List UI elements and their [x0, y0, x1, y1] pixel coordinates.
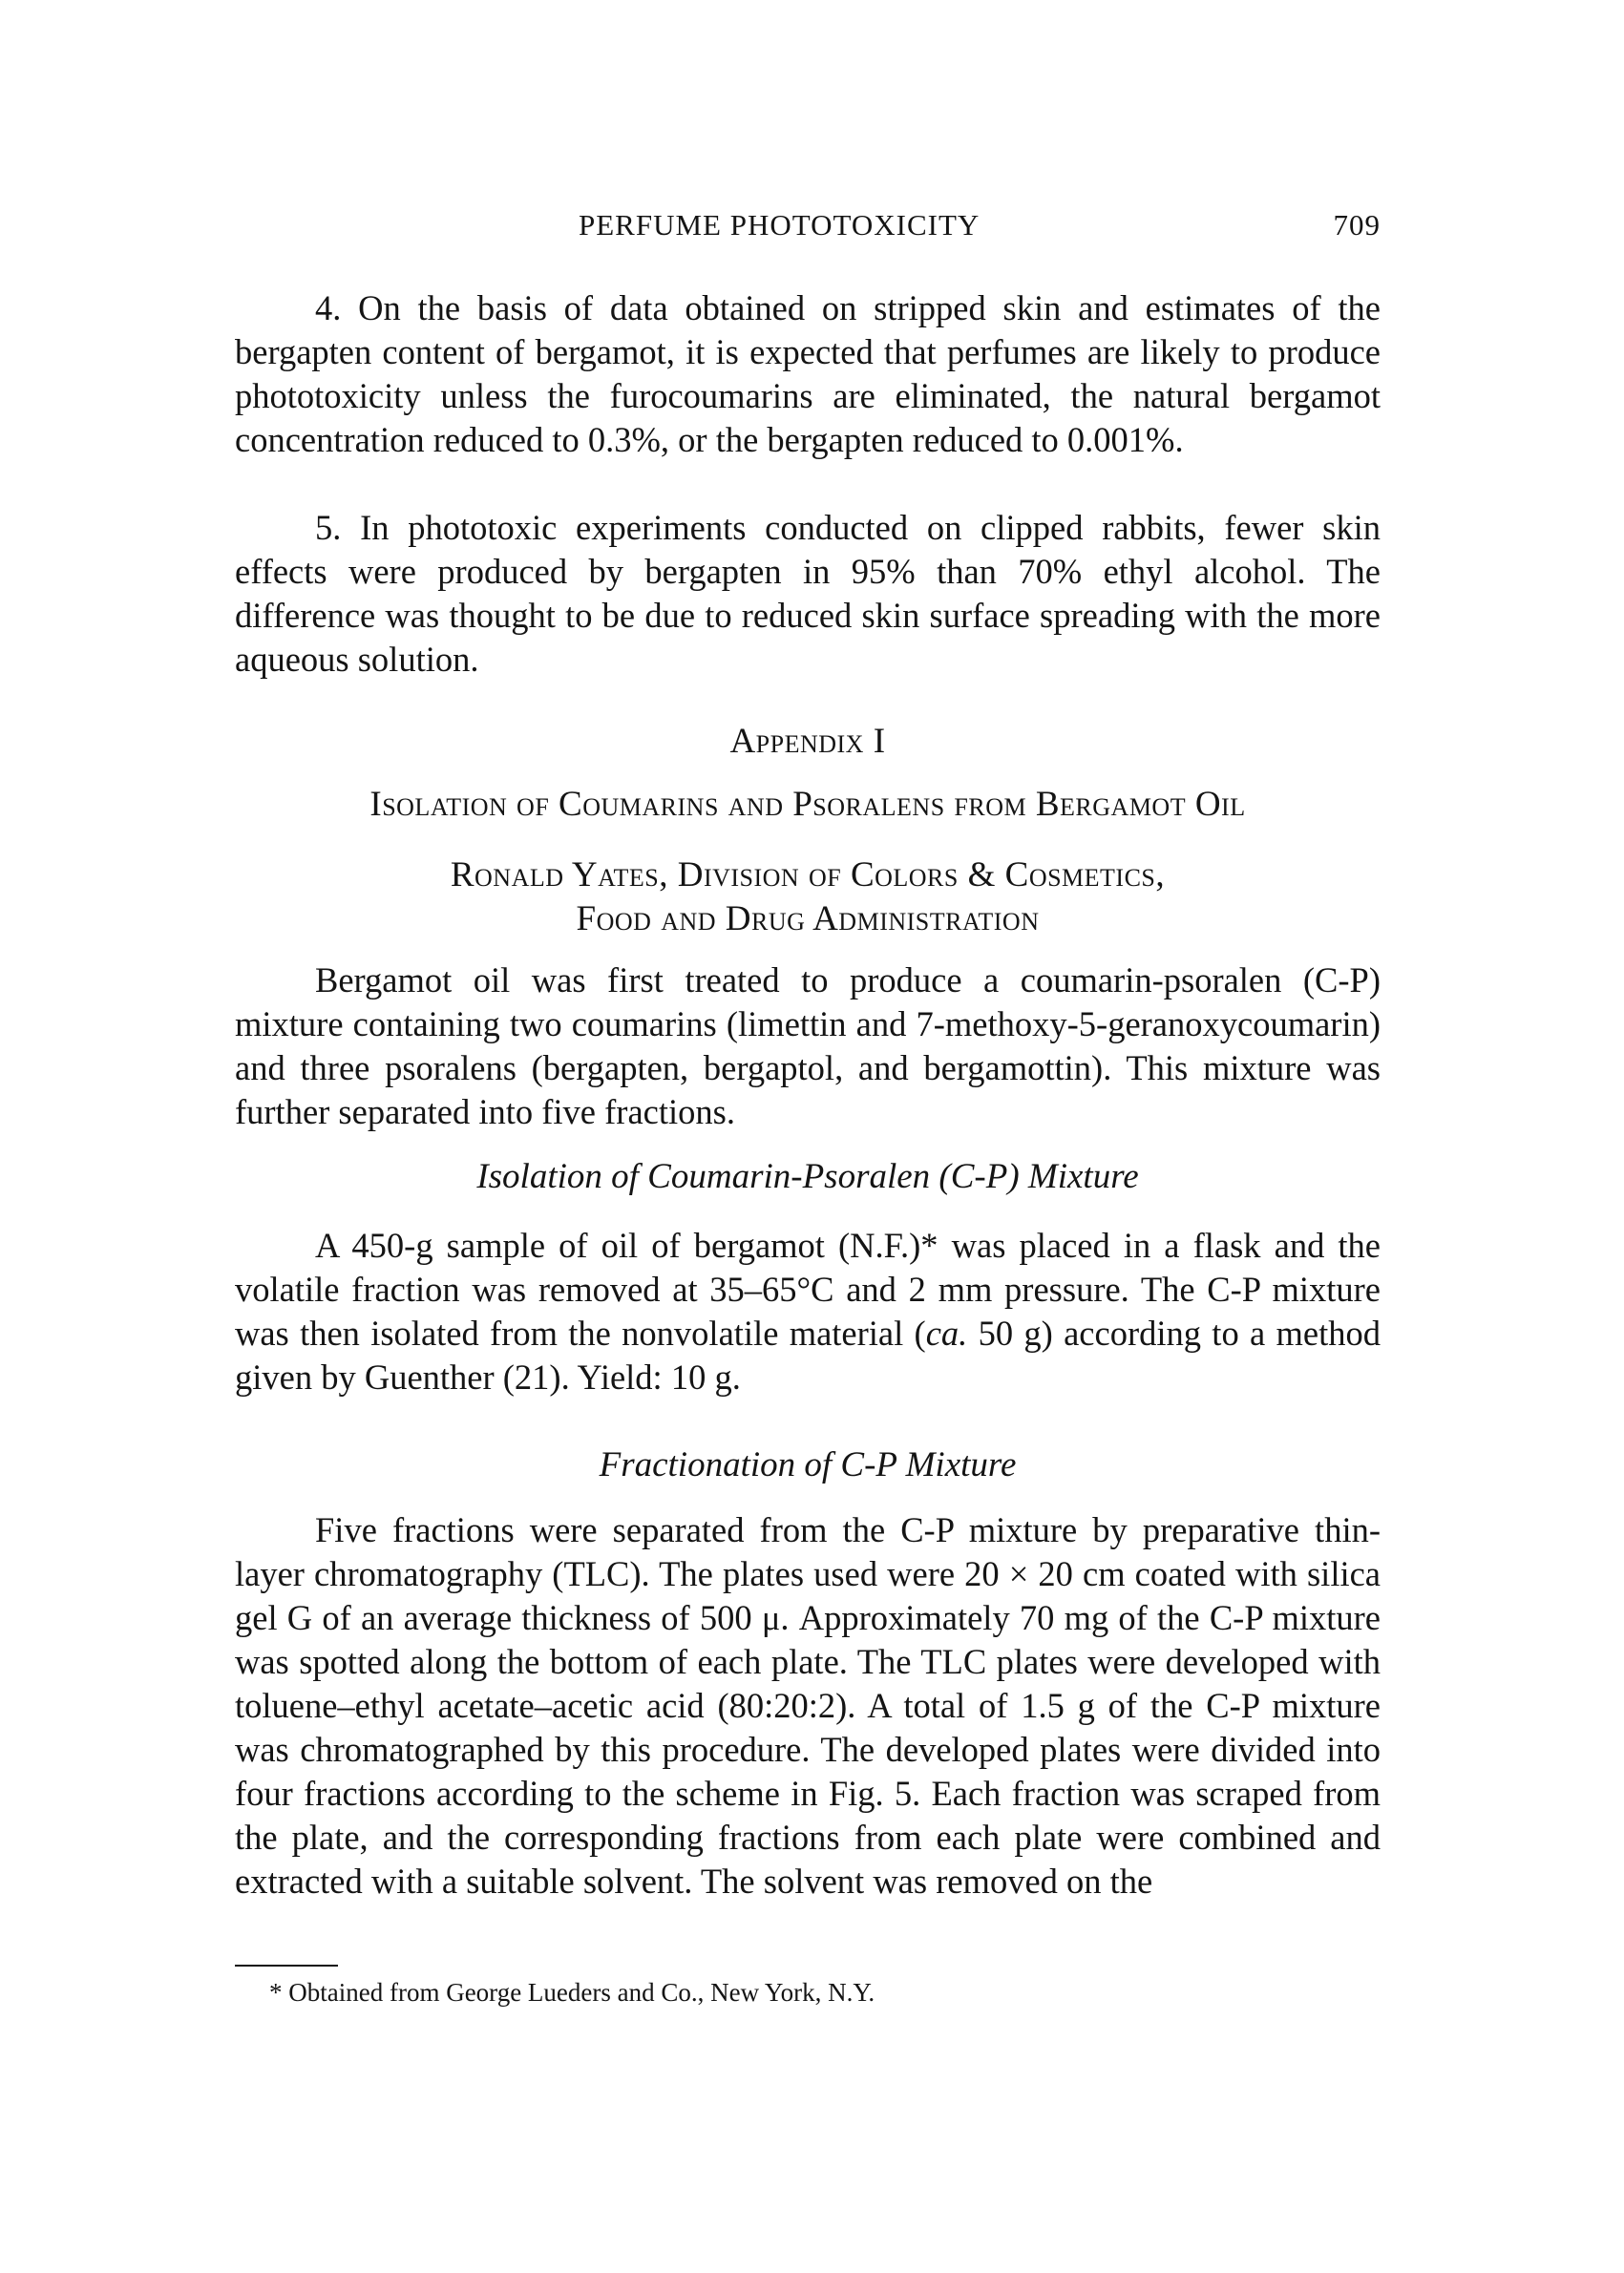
fractionation-heading: Fractionation of C-P Mixture	[599, 1445, 1017, 1484]
isolation-text-1: A 450-g sample of oil of bergamot (N.F.)* was placed in a flask and the volatile fraction was removed at 35–65°C and 2 mm pressure. The C-P mixture was then isolated from the nonvolatile material (	[235, 1226, 1381, 1353]
isolation-paragraph	[235, 1224, 1381, 1400]
page-number: 709	[1333, 208, 1381, 242]
appendix-intro	[235, 958, 1381, 1134]
running-header	[235, 208, 1381, 246]
running-title: PERFUME PHOTOTOXICITY	[579, 208, 981, 242]
isolation-text-italic: ca.	[925, 1314, 968, 1353]
isolation-text-2: 50 g) according to a method given by Guenther (21). Yield: 10 g.	[235, 1314, 1381, 1397]
intro-paragraph: Bergamot oil was first treated to produce a coumarin-psoralen (C-P) mixture containing two coumarins (limettin and 7-methoxy-5-geranoxycoumarin) and three psoralens (bergapten, bergaptol, and bergamottin). This mixture was further separated into five fractions.	[235, 960, 1381, 1131]
conclusion-paragraph: 5. In phototoxic experiments conducted on clipped rabbits, fewer skin effects were produced by bergapten in 95% than 70% ethyl alcohol. The difference was thought to be due to reduced skin surface spreading with the more aqueous solution.	[235, 508, 1381, 679]
fractionation-paragraph: Five fractions were separated from the C-P mixture by preparative thin-layer chromatography (TLC). The plates used were 20 × 20 cm coated with silica gel G of an average thickness of 500 μ. Approximately 70 mg of the C-P mixture was spotted along the bottom of each plate. The TLC plates were developed with toluene–ethyl acetate–acetic acid (80:20:2). A total of 1.5 g of the C-P mixture was chromatographed by this procedure. The developed plates were divided into four fractions according to the scheme in Fig. 5. Each fraction was scraped from the plate, and the corresponding fractions from each plate were combined and extracted with a suitable solvent. The solvent was removed on the	[235, 1510, 1381, 1901]
isolation-section	[235, 1224, 1381, 1400]
footnote-rule	[235, 1965, 338, 1967]
isolation-heading: Isolation of Coumarin-Psoralen (C-P) Mixture	[476, 1157, 1139, 1196]
author-line-1: Ronald Yates, Division of Colors & Cosmetics,	[450, 855, 1166, 894]
conclusion-4	[235, 286, 1381, 462]
footnote: * Obtained from George Lueders and Co., New York, N.Y.	[269, 1978, 875, 2007]
author-line-2: Food and Drug Administration	[576, 899, 1040, 938]
appendix-label: Appendix I	[729, 722, 886, 761]
appendix-title: Isolation of Coumarins and Psoralens from Bergamot Oil	[369, 785, 1246, 824]
conclusion-5	[235, 506, 1381, 682]
fractionation-section	[235, 1508, 1381, 1904]
conclusion-paragraph: 4. On the basis of data obtained on stripped skin and estimates of the bergapten content of bergamot, it is expected that perfumes are likely to produce phototoxicity unless the furocoumarins are eliminated, the natural bergamot concentration reduced to 0.3%, or the bergapten reduced to 0.001%.	[235, 288, 1381, 459]
document-page	[235, 0, 1381, 2273]
